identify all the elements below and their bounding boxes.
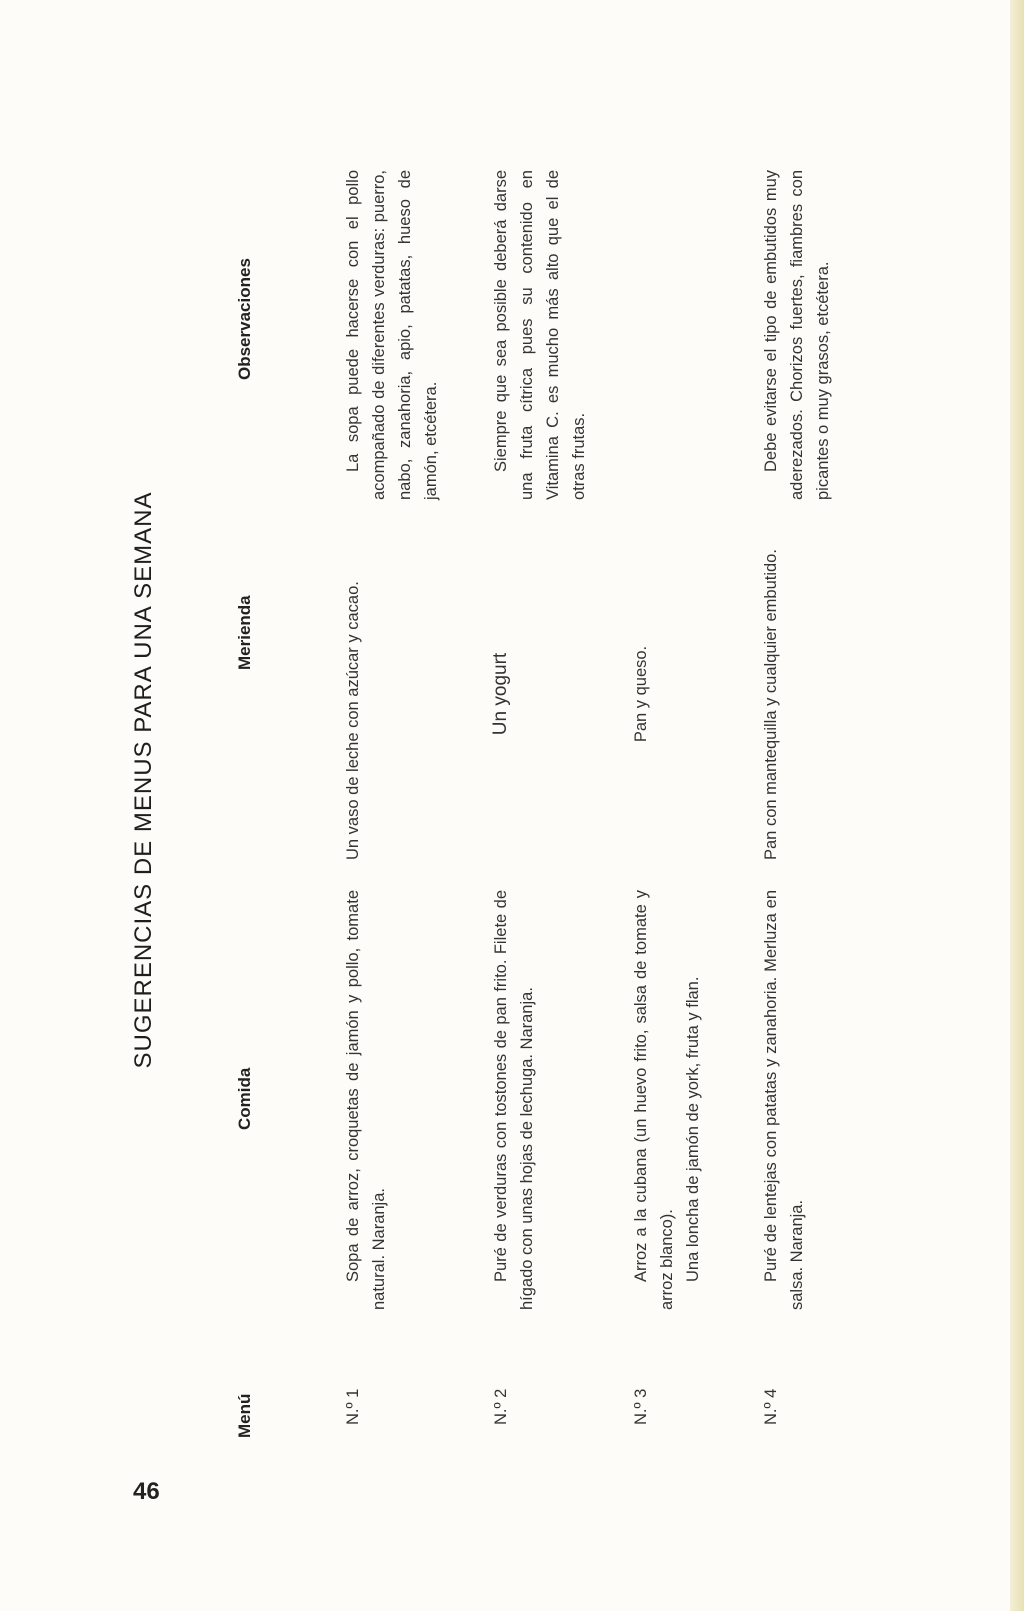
- row-1-merienda: Un vaso de leche con azúcar y cacao.: [344, 581, 362, 860]
- header-comida: Comida: [235, 1067, 254, 1130]
- row-2-comida: Puré de verduras con tostones de pan frito. Filete de hígado con unas hojas de lechuga. Naranja.: [492, 890, 536, 1310]
- row-3-menu: N.º 3: [632, 1388, 650, 1425]
- page-title: SUGERENCIAS DE MENUS PARA UNA SEMANA: [130, 491, 157, 1069]
- row-1-observaciones: La sopa puede hacerse con el pollo acompañado de diferentes verduras: puerro, nabo, zanahoria, apio, patatas, hueso de jamón, etcétera.: [344, 170, 440, 500]
- header-observaciones: Observaciones: [235, 258, 254, 380]
- row-4-observaciones: Debe evitarse el tipo de embutidos muy aderezados. Chorizos fuertes, fiambres con picantes o muy grasos, etcétera.: [762, 170, 832, 500]
- row-4-comida: Puré de lentejas con patatas y zanahoria. Merluza en salsa. Naranja.: [762, 890, 806, 1310]
- row-2-observaciones: Siempre que sea posible deberá darse una fruta cítrica pues su contenido en Vitamina C. es mucho más alto que el de otras frutas.: [492, 170, 588, 500]
- row-1-menu: N.º 1: [344, 1388, 362, 1425]
- row-1-comida: Sopa de arroz, croquetas de jamón y pollo, tomate natural. Naranja.: [344, 890, 388, 1310]
- row-3-comida-line-1: Arroz a la cubana (un huevo frito, salsa de tomate y arroz blanco).: [632, 890, 676, 1310]
- row-4-menu: N.º 4: [762, 1388, 780, 1425]
- row-3-comida: [628, 890, 706, 1310]
- rotated-table-page: [130, 100, 890, 1460]
- page-edge: [1010, 0, 1024, 1611]
- row-2-merienda: Un yogurt: [490, 652, 511, 736]
- header-menu: Menú: [235, 1393, 254, 1438]
- row-2-menu: N.º 2: [492, 1388, 510, 1425]
- row-3-merienda: Pan y queso.: [632, 645, 650, 743]
- page-number: 46: [133, 1478, 160, 1505]
- row-4-merienda: Pan con mantequilla y cualquier embutido.: [762, 549, 780, 860]
- header-merienda: Merienda: [235, 595, 254, 670]
- row-3-comida-line-2: Una loncha de jamón de york, fruta y flan.: [684, 976, 702, 1282]
